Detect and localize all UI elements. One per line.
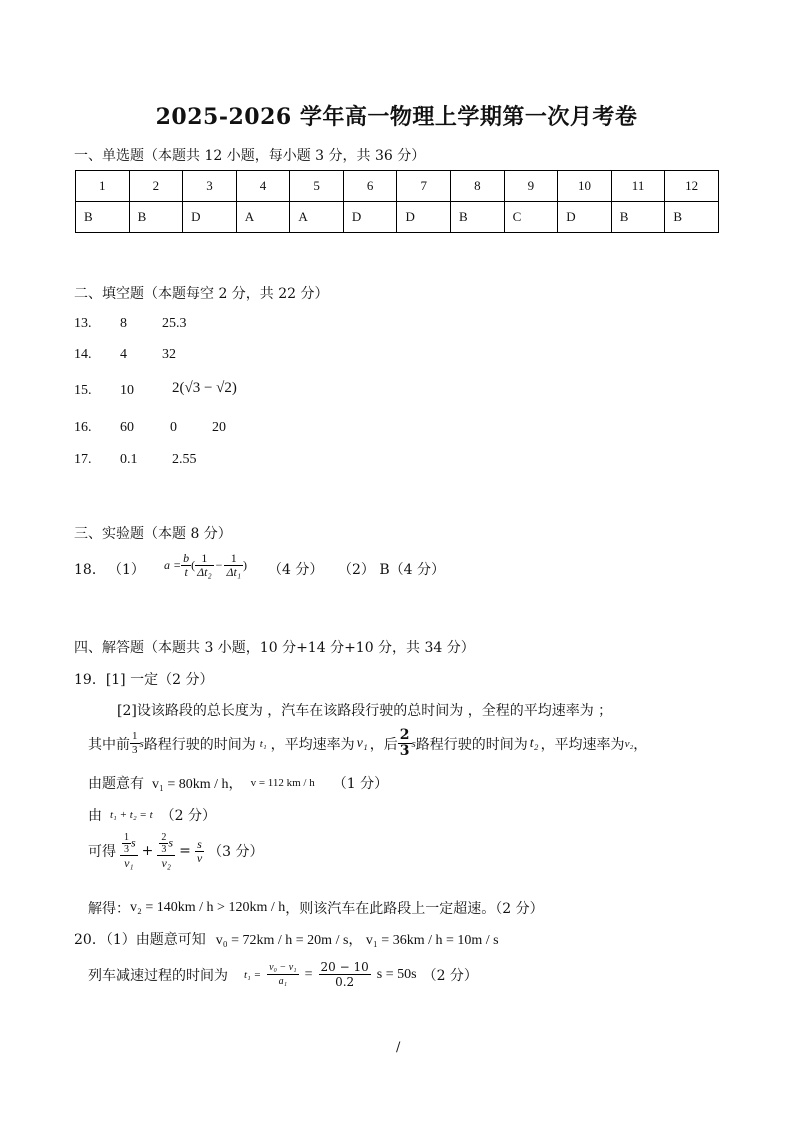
q13-answer-2: 25.3 — [162, 316, 187, 331]
q19-line3-b: v₁ = 80km / h， — [152, 777, 243, 792]
answer-table-number-cell: 11 — [611, 171, 665, 202]
q18-formula-b: b — [183, 551, 190, 565]
q19-line3-d: （1 分） — [332, 776, 389, 792]
q16-number: 16. — [74, 420, 92, 435]
q15-number: 15. — [74, 383, 92, 398]
q20-line2-d: s = 50s — [376, 966, 417, 982]
q19-line1: [2]设该路段的总长度为 ，汽车在该路段行驶的总时间为 ，全程的平均速率为 ； — [117, 703, 613, 719]
answer-table-number-cell: 8 — [451, 171, 505, 202]
section1-heading: 一、单选题（本题共 12 小题，每小题 3 分，共 36 分） — [74, 148, 426, 164]
q20-line2-b: t₁ = — [244, 968, 262, 981]
answer-table-number-cell: 2 — [129, 171, 183, 202]
answer-table-answer-cell: A — [290, 202, 344, 233]
q20-line2: 列车减速过程的时间为 t₁ = $\frac{\text{v₀ − v₁}}{\text{a₁}}$ = $\frac{20 - 10}{0.2}$ s = 50s （2 分） — [88, 960, 478, 989]
q18-formula-t: t — [184, 565, 188, 579]
q19-line2-f: ，平均速率为 — [540, 736, 625, 753]
q20-line2-c: = — [304, 966, 313, 982]
q15-answer-2: 2(√3 − √2) — [172, 380, 237, 396]
q18-formula-dt2: Δt₂ — [197, 565, 212, 579]
answer-table-number-row — [76, 171, 719, 202]
q19-line2: 其中前 $\frac{1}{3}$ s 路程行驶的时间为 t₁ ，平均速率为 v₁ ，后 $\frac{2}{3}$ s 路程行驶的时间为 t₂ ，平均速率为 v₂ ， — [88, 727, 648, 759]
q20-line1 — [74, 929, 499, 949]
answer-table-answer-cell: B — [611, 202, 665, 233]
section2-heading: 二、填空题（本题每空 2 分，共 22 分） — [74, 286, 329, 302]
q18-formula-lhs: a = — [164, 558, 182, 572]
answer-table-number-cell: 6 — [343, 171, 397, 202]
q16-answer-3: 20 — [212, 420, 226, 435]
q17-answer-1: 0.1 — [120, 452, 138, 467]
q17-number: 17. — [74, 452, 92, 467]
q18-part1-label: （1） — [108, 562, 145, 578]
q13-answer-1: 8 — [120, 316, 127, 331]
q20-given-values: v₀ = 72km / h = 20m / s， v₁ = 36km / h = 10m / s — [215, 933, 499, 948]
q20-line2-a: 列车减速过程的时间为 — [88, 967, 228, 984]
answer-table-answer-cell: B — [665, 202, 719, 233]
q19-line2-d: ，后 — [369, 736, 398, 753]
answer-table-answer-cell: A — [236, 202, 290, 233]
q19-line2-e: 路程行驶的时间为 — [415, 736, 528, 753]
q19-line3 — [88, 773, 388, 793]
page-number: / — [396, 1040, 401, 1055]
q18-number: 18． — [74, 562, 106, 578]
answer-table-answer-cell: D — [558, 202, 612, 233]
q14-answer-1: 4 — [120, 347, 127, 362]
q16-answer-2: 0 — [170, 420, 177, 435]
q18-formula-dt1: Δt₁ — [226, 565, 242, 579]
q19-line6 — [88, 898, 544, 918]
q19-line6-a: 解得： — [88, 901, 130, 917]
answer-table-number-cell: 1 — [76, 171, 130, 202]
answer-table-answer-cell: D — [183, 202, 237, 233]
q19-line5-c: （3 分） — [208, 844, 264, 860]
q14-answer-2: 32 — [162, 347, 176, 362]
answer-table-number-cell: 7 — [397, 171, 451, 202]
answer-table-number-cell: 5 — [290, 171, 344, 202]
q19-line5: 可得 $\frac{1}{3}$ s v₁ + $\frac{2}{3}$ s v₂ = $\frac{s}{v}$ （3 分） — [88, 832, 264, 870]
q19-line4 — [88, 805, 216, 825]
answer-table-number-cell: 10 — [558, 171, 612, 202]
answer-table-number-cell: 9 — [504, 171, 558, 202]
q19-heading: 19．[1] 一定（2 分） — [74, 672, 214, 688]
answer-table — [75, 170, 719, 233]
q18-formula-one-b: 1 — [224, 552, 243, 566]
q19-line2-c: ，平均速率为 — [270, 736, 355, 753]
answer-table-answer-cell: C — [504, 202, 558, 233]
answer-table-answer-cell: B — [76, 202, 130, 233]
q19-line6-b: v₂ = 140km / h > 120km / h — [130, 900, 286, 915]
q18-part2: （2） B（4 分） — [338, 562, 446, 578]
answer-table-answer-cell: B — [451, 202, 505, 233]
q19-line2-a: 其中前 — [88, 736, 130, 753]
answer-table-number-cell: 12 — [665, 171, 719, 202]
q16-answer-1: 60 — [120, 420, 134, 435]
answer-table-answer-cell: B — [129, 202, 183, 233]
q20-heading: 20．（1）由题意可知 — [74, 932, 206, 948]
section4-heading: 四、解答题（本题共 3 小题，10 分+14 分+10 分，共 34 分） — [74, 640, 475, 656]
q17-answer-2: 2.55 — [172, 452, 197, 467]
q18-part1-score: （4 分） — [268, 562, 324, 578]
q19-line4-a: 由 — [88, 808, 102, 824]
q20-line2-e: （2 分） — [422, 967, 478, 984]
q13-number: 13. — [74, 316, 92, 331]
q19-line2-b: 路程行驶的时间为 — [143, 736, 256, 753]
answer-table-answer-row — [76, 202, 719, 233]
q14-number: 14. — [74, 347, 92, 362]
q19-line6-c: ，则该汽车在此路段上一定超速。（2 分） — [285, 901, 544, 917]
q15-answer-1: 10 — [120, 383, 134, 398]
q19-line4-c: （2 分） — [160, 808, 217, 824]
q19-line3-a: 由题意有 — [88, 776, 144, 792]
page-title: 2025-2026 学年高一物理上学期第一次月考卷 — [155, 104, 638, 130]
q19-line4-b: t₁ + t₂ = t — [110, 809, 153, 821]
q19-line3-c: v = 112 km / h — [250, 777, 315, 789]
q18-formula: a = $\frac{b}{t}$ ( $\frac{1}{\text{Δt₂}}$ − $\frac{1}{\text{Δt₁}}$ ) — [164, 551, 248, 579]
q19-line5-a: 可得 — [88, 844, 116, 860]
answer-table-number-cell: 3 — [183, 171, 237, 202]
answer-table-number-cell: 4 — [236, 171, 290, 202]
answer-table-answer-cell: D — [397, 202, 451, 233]
answer-table-answer-cell: D — [343, 202, 397, 233]
q18-formula-one-a: 1 — [195, 552, 214, 566]
section3-heading: 三、实验题（本题 8 分） — [74, 526, 232, 542]
